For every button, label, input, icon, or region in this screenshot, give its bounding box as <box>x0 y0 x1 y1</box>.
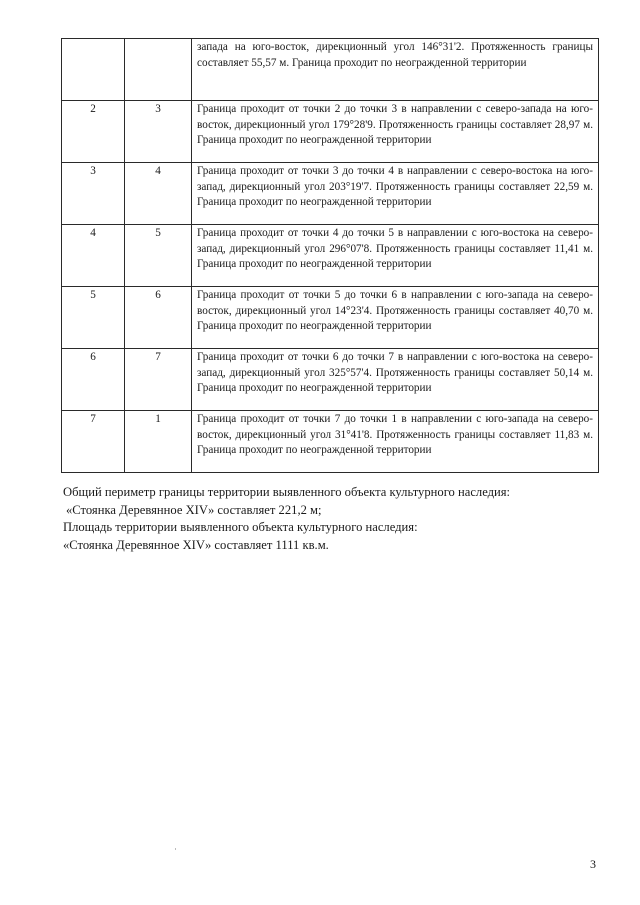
boundary-description-cell: Граница проходит от точки 4 до точки 5 в направлении с юго-востока на северо-запад, дирекционный угол 296°07'8. Протяженность границы составляет 11,41 м. Граница проходит по неогражденной территории <box>192 225 599 287</box>
to-point-cell: 6 <box>125 287 192 349</box>
to-point-cell: 7 <box>125 349 192 411</box>
perimeter-heading: Общий периметр границы территории выявленного объекта культурного наследия: <box>63 485 511 499</box>
boundary-description-cell: Граница проходит от точки 7 до точки 1 в направлении с юго-запада на северо-восток, дирекционный угол 31°41'8. Протяженность границы составляет 11,83 м. Граница проходит по неогражденной территории <box>192 411 599 473</box>
table-row <box>62 163 599 225</box>
from-point-cell: 4 <box>62 225 125 287</box>
from-point-cell: 5 <box>62 287 125 349</box>
perimeter-value: «Стоянка Деревянное XIV» составляет 221,2 м; <box>66 502 322 517</box>
to-point-cell <box>125 39 192 101</box>
to-point-cell: 1 <box>125 411 192 473</box>
from-point-cell: 7 <box>62 411 125 473</box>
table-row <box>62 101 599 163</box>
area-heading: Площадь территории выявленного объекта культурного наследия: <box>63 520 418 534</box>
scan-speck <box>175 848 176 850</box>
boundary-description-cell: Граница проходит от точки 2 до точки 3 в направлении с северо-запада на юго-восток, дирекционный угол 179°28'9. Протяженность границы составляет 28,97 м. Граница проходит по неогражденной территории <box>192 101 599 163</box>
to-point-cell: 5 <box>125 225 192 287</box>
area-value: «Стоянка Деревянное XIV» составляет 1111 кв.м. <box>63 537 329 552</box>
boundary-description-cell: запада на юго-восток, дирекционный угол 146°31'2. Протяженность границы составляет 55,57 м. Граница проходит по неогражденной территории <box>192 39 599 101</box>
summary-block <box>63 484 603 554</box>
table-row <box>62 349 599 411</box>
table-row <box>62 287 599 349</box>
from-point-cell: 2 <box>62 101 125 163</box>
from-point-cell: 6 <box>62 349 125 411</box>
page-number: 3 <box>590 857 596 871</box>
table-row <box>62 39 599 101</box>
from-point-cell <box>62 39 125 101</box>
boundary-description-cell: Граница проходит от точки 3 до точки 4 в направлении с северо-востока на юго-запад, дирекционный угол 203°19'7. Протяженность границы составляет 22,59 м. Граница проходит по неогражденной территории <box>192 163 599 225</box>
boundary-table <box>61 38 599 473</box>
boundary-description-cell: Граница проходит от точки 5 до точки 6 в направлении с юго-запада на северо-восток, дирекционный угол 14°23'4. Протяженность границы составляет 40,70 м. Граница проходит по неогражденной территории <box>192 287 599 349</box>
table-row <box>62 225 599 287</box>
to-point-cell: 3 <box>125 101 192 163</box>
table-row <box>62 411 599 473</box>
boundary-description-cell: Граница проходит от точки 6 до точки 7 в направлении с юго-востока на северо-запад, дирекционный угол 325°57'4. Протяженность границы составляет 50,14 м. Граница проходит по неогражденной территории <box>192 349 599 411</box>
from-point-cell: 3 <box>62 163 125 225</box>
to-point-cell: 4 <box>125 163 192 225</box>
